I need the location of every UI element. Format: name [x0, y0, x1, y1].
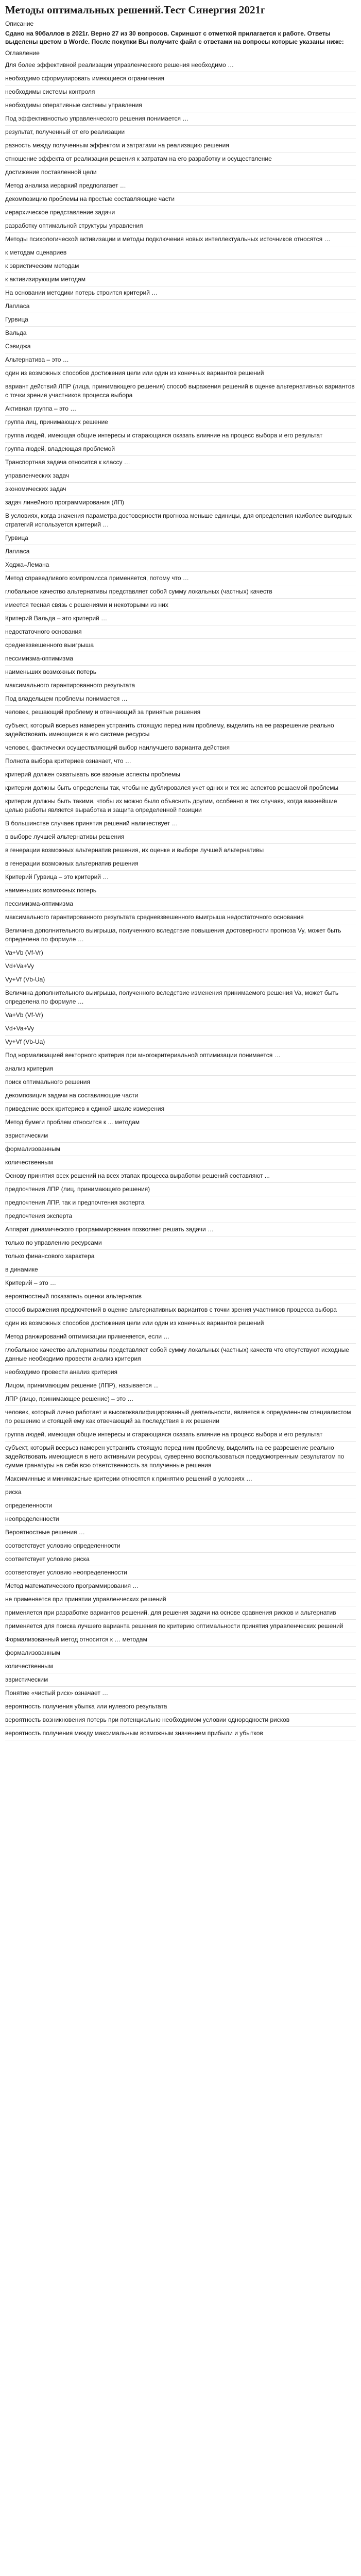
list-item-text: Величина дополнительного выигрыша, полученного вследствие изменения принимаемого решения Va, может быть определена по формуле … — [5, 989, 339, 1005]
list-item — [5, 193, 356, 206]
list-item — [5, 1022, 356, 1036]
list-item-text: предпочтения ЛПР (лиц, принимающего решения) — [5, 1185, 150, 1193]
list-item — [5, 1513, 356, 1526]
list-item — [5, 273, 356, 286]
list-item — [5, 1344, 356, 1366]
list-item — [5, 1129, 356, 1143]
list-item — [5, 353, 356, 367]
list-item — [5, 1196, 356, 1210]
list-item — [5, 469, 356, 483]
list-item — [5, 897, 356, 911]
list-item — [5, 1606, 356, 1620]
list-item — [5, 1472, 356, 1486]
contents-label: Оглавление — [5, 49, 40, 57]
list-item-text: субъект, который всерьез намерен устранить стоящую перед ним проблему, выделить на ее разрешение реально задействовать имеющиеся в его системе ресурсы — [5, 722, 334, 738]
list-item-text: Под владельцем проблемы понимается … — [5, 695, 128, 702]
list-item-text: Метод бумеги проблем относится к ... методам — [5, 1118, 140, 1126]
list-item-text: Метод ранжирований оптимизации применяется, если … — [5, 1333, 170, 1340]
list-item — [5, 1379, 356, 1393]
list-item — [5, 987, 356, 1009]
list-item — [5, 973, 356, 987]
list-item-text: наименьших возможных потерь — [5, 668, 97, 675]
list-item-text: группа людей, имеющая общие интересы и старающаяся оказать влияние на процесс выбора и его результат — [5, 432, 323, 439]
list-item — [5, 1156, 356, 1170]
list-item-text: субъект, который всерьез намерен устранить стоящую перед ним проблему, выделить на ее разрешение реально задействовать имеющиеся в него активными ресурсы, суверенно воспользоваться предусмотренным результатом по сумме гранатуры на себя всю ответственность за полученные решения — [5, 1444, 345, 1469]
list-item — [5, 402, 356, 416]
list-item-text: человек, фактически осуществляющий выбор наилучшего варианта действия — [5, 744, 230, 751]
list-item-text: Величина дополнительного выигрыша, полученного вследствие повышения достоверности прогноза Vy, может быть определена по формуле … — [5, 927, 341, 943]
list-item — [5, 1049, 356, 1062]
list-item-text: Максиминные и минимаксные критерии относятся к принятию решений в условиях … — [5, 1475, 253, 1482]
list-item — [5, 1210, 356, 1223]
list-item-text: к эвристическим методам — [5, 262, 79, 269]
list-item — [5, 1076, 356, 1089]
list-item-text: критерий должен охватывать все важные аспекты проблемы — [5, 771, 181, 778]
list-item — [5, 1442, 356, 1472]
list-item — [5, 313, 356, 327]
list-item — [5, 1250, 356, 1263]
list-item — [5, 1673, 356, 1687]
list-item-text: необходимо провести анализ критерия — [5, 1368, 118, 1376]
list-item-text: В большинстве случаев принятия решений наличествует … — [5, 820, 178, 827]
list-item-text: поиск оптимального решения — [5, 1078, 90, 1086]
list-item-text: экономических задач — [5, 485, 66, 493]
list-item — [5, 884, 356, 897]
list-item — [5, 545, 356, 558]
list-item-text: декомпозиция задачи на составляющие части — [5, 1092, 139, 1099]
list-item — [5, 1486, 356, 1499]
list-item — [5, 1687, 356, 1700]
list-item-text: Гурвица — [5, 534, 28, 541]
list-item — [5, 416, 356, 429]
list-item-text: Vd+Va+Vy — [5, 1025, 35, 1032]
list-item — [5, 286, 356, 300]
list-item-text: к методам сценариев — [5, 249, 67, 256]
list-item — [5, 1089, 356, 1103]
list-item-text: необходимы системы контроля — [5, 88, 95, 95]
list-item-text: Vy+Vf (Vb-Ua) — [5, 976, 45, 983]
list-item-text: максимального гарантированного результата средневзвешенного выигрыша недостаточного основания — [5, 913, 304, 921]
list-item-text: Методы психологической активизации и методы подключения новых интеллектуальных источников относятся … — [5, 235, 331, 243]
list-item — [5, 152, 356, 166]
list-item-text: в выборе лучшей альтернативы решения — [5, 833, 125, 840]
list-item — [5, 483, 356, 496]
list-item-text: человек, решающий проблему и отвечающий за принятые решения — [5, 708, 201, 716]
list-item — [5, 844, 356, 857]
list-item — [5, 741, 356, 755]
list-item-text: применяется для поиска лучшего варианта решения по критерию оптимальности принятия управленческих решений — [5, 1622, 343, 1630]
list-item — [5, 112, 356, 126]
list-item-text: максимального гарантированного результата — [5, 682, 135, 689]
list-item — [5, 59, 356, 72]
list-item-text: неопределенности — [5, 1515, 59, 1522]
list-item-text: Лапласа — [5, 302, 30, 310]
list-item-text: средневзвешенного выигрыша — [5, 641, 94, 649]
list-item-text: Под нормализацией векторного критерия при многокритериальной оптимизации понимается … — [5, 1052, 281, 1059]
list-item — [5, 1660, 356, 1673]
list-item — [5, 1620, 356, 1633]
list-item-text: Критерий – это … — [5, 1279, 57, 1286]
list-item-text: Лапласа — [5, 548, 30, 555]
list-item — [5, 1714, 356, 1727]
list-item-text: только финансового характера — [5, 1252, 95, 1260]
list-item-text: пессимизма-оптимизма — [5, 900, 73, 907]
list-item — [5, 1223, 356, 1236]
list-item-text: группа лиц, принимающих решение — [5, 418, 108, 426]
list-item — [5, 1303, 356, 1317]
list-item-text: количественным — [5, 1663, 53, 1670]
list-item — [5, 692, 356, 706]
list-item-text: Альтернатива – это … — [5, 356, 69, 363]
list-item — [5, 510, 356, 532]
list-item — [5, 1428, 356, 1442]
list-item — [5, 857, 356, 871]
list-item — [5, 1277, 356, 1290]
list-item — [5, 1566, 356, 1580]
list-item-text: декомпозицию проблемы на простые составляющие части — [5, 195, 175, 202]
intro-text: Сдано на 90баллов в 2021г. Верно 27 из 30 вопросов. Скриншот с отметкой прилагается к работе. Ответы выделены цветом в Worde. После покупки Вы получите файл с ответами на вопросы которые указаны ниже: — [5, 30, 344, 45]
list-item — [5, 1062, 356, 1076]
list-item — [5, 666, 356, 679]
list-item — [5, 719, 356, 741]
list-item — [5, 139, 356, 152]
list-item-text: соответствует условию риска — [5, 1555, 90, 1563]
list-item-text: Метод анализа иерархий предполагает … — [5, 182, 126, 189]
list-item — [5, 558, 356, 572]
list-item — [5, 206, 356, 219]
list-item — [5, 1406, 356, 1428]
list-item — [5, 625, 356, 639]
list-item-text: Формализованный метод относится к … методам — [5, 1636, 147, 1643]
list-item-text: Vd+Va+Vy — [5, 962, 35, 970]
list-item — [5, 871, 356, 884]
list-item-text: пессимизма-оптимизма — [5, 655, 73, 662]
list-item — [5, 612, 356, 625]
list-item-text: наименьших возможных потерь — [5, 887, 97, 894]
list-item-text: Основу принятия всех решений на всех этапах процесса выработки решений составляют ... — [5, 1172, 270, 1179]
list-item-text: группа людей, имеющая общие интересы и старающаяся оказать влияние на процесс выбора и его результат — [5, 1431, 323, 1438]
list-item — [5, 532, 356, 545]
list-item — [5, 1143, 356, 1156]
list-item-text: На основании методики потерь строится критерий … — [5, 289, 158, 296]
list-item-text: иерархическое представление задачи — [5, 209, 115, 216]
list-item-text: Для более эффективной реализации управленческого решения необходимо … — [5, 61, 234, 69]
list-item-text: предпочтения эксперта — [5, 1212, 73, 1219]
list-item-text: необходимо сформулировать имеющиеся ограничения — [5, 75, 165, 82]
list-item-text: в генерации возможных альтернатив решения, их оценке и выборе лучшей альтернативы — [5, 846, 264, 854]
list-item — [5, 456, 356, 469]
list-item-text: критерии должны быть такими, чтобы их можно было объяснить другим, особенно в тех случаях, когда важнейшие целью работы является выработка и защита определенной позиции — [5, 798, 337, 814]
list-item — [5, 1499, 356, 1513]
list-item-text: недостаточного основания — [5, 628, 82, 635]
list-item-text: вероятностный показатель оценки альтернатив — [5, 1293, 142, 1300]
list-item-text: Транспортная задача относится к классу … — [5, 459, 130, 466]
list-item-text: вероятность получения убытка или нулевого результата — [5, 1703, 167, 1710]
list-item — [5, 768, 356, 782]
list-item-text: применяется при разработке вариантов решений, для решения задачи на основе сравнения рисков и альтернатив — [5, 1609, 336, 1616]
list-item — [5, 1103, 356, 1116]
list-item-text: Vy+Vf (Vb-Ua) — [5, 1038, 45, 1045]
list-item — [5, 1700, 356, 1714]
list-item-text: Va+Vb (Vf-Vr) — [5, 1011, 43, 1019]
list-item-text: в генерации возможных альтернатив решения — [5, 860, 139, 867]
list-item — [5, 99, 356, 112]
list-item-text: эвристическим — [5, 1676, 48, 1683]
list-item — [5, 1593, 356, 1606]
list-item-text: способ выражения предпочтений в оценке альтернативных вариантов с точки зрения участников процесса выбора — [5, 1306, 337, 1313]
list-item-text: соответствует условию определенности — [5, 1542, 121, 1549]
list-item — [5, 1727, 356, 1740]
list-item-text: критерии должны быть определены так, чтобы не дублировался учет одних и тех же аспектов решаемой проблемы — [5, 784, 339, 791]
list-item — [5, 166, 356, 179]
list-item — [5, 1290, 356, 1303]
question-list — [5, 59, 356, 1740]
list-item — [5, 367, 356, 380]
list-item-text: Понятие «чистый риск» означает … — [5, 1689, 109, 1697]
list-item — [5, 86, 356, 99]
list-item-text: управленческих задач — [5, 472, 70, 479]
list-item — [5, 126, 356, 139]
list-item — [5, 652, 356, 666]
list-item — [5, 300, 356, 313]
list-item — [5, 72, 356, 86]
list-item-text: вероятность получения между максимальным возможным значением прибыли и убытков — [5, 1730, 263, 1737]
list-item — [5, 795, 356, 817]
list-item-text: разработку оптимальной структуры управления — [5, 222, 143, 229]
list-item — [5, 219, 356, 233]
list-item-text: только по управлению ресурсами — [5, 1239, 102, 1246]
list-item-text: Вероятностные решения … — [5, 1529, 85, 1536]
list-item-text: предпочтения ЛПР, так и предпочтения эксперта — [5, 1199, 145, 1206]
list-item-text: один из возможных способов достижения цели или один из конечных вариантов решений — [5, 1319, 264, 1327]
list-item-text: Лицом, принимающим решение (ЛПР), называется ... — [5, 1382, 159, 1389]
list-item-text: Аппарат динамического программирования позволяет решать задачи … — [5, 1226, 214, 1233]
list-item-text: Метод математического программирования … — [5, 1582, 139, 1589]
list-item — [5, 1116, 356, 1129]
list-item-text: отношение эффекта от реализации решения к затратам на его разработку и осуществление — [5, 155, 272, 162]
list-item — [5, 1539, 356, 1553]
list-item-text: глобальное качество альтернативы представляет собой сумму локальных (частных) качеств что отсутствуют исходные данные необходимо провести анализ критерия — [5, 1346, 349, 1362]
list-item — [5, 380, 356, 402]
list-item-text: Под эффективностью управленческого решения понимается … — [5, 115, 189, 122]
list-item-text: Полнота выбора критериев означает, что … — [5, 757, 131, 765]
list-item — [5, 1330, 356, 1344]
list-item — [5, 1009, 356, 1022]
list-item — [5, 1263, 356, 1277]
list-item-text: разность между полученным эффектом и затратами на реализацию решения — [5, 142, 229, 149]
list-item-text: ЛПР (лицо, принимающее решение) – это … — [5, 1395, 134, 1402]
list-item — [5, 1633, 356, 1647]
list-item-text: имеется тесная связь с решениями и некоторыми из них — [5, 601, 168, 608]
list-item-text: анализ критерия — [5, 1065, 54, 1072]
list-item — [5, 1553, 356, 1566]
list-item-text: Va+Vb (Vf-Vr) — [5, 949, 43, 956]
list-item — [5, 599, 356, 612]
list-item — [5, 327, 356, 340]
list-item-text: приведение всех критериев к единой шкале измерения — [5, 1105, 165, 1112]
list-item — [5, 755, 356, 768]
list-item — [5, 1366, 356, 1379]
list-item-text: определенности — [5, 1502, 53, 1509]
list-item — [5, 246, 356, 260]
list-item — [5, 585, 356, 599]
list-item — [5, 179, 356, 193]
description-label: Описание — [5, 20, 34, 27]
list-item — [5, 1526, 356, 1539]
list-item-text: В условиях, когда значения параметра достоверности прогноза меньше единицы, для определения наиболее выгодных стратегий используется критерий … — [5, 512, 352, 528]
list-item — [5, 1393, 356, 1406]
list-item — [5, 340, 356, 353]
list-item — [5, 1183, 356, 1196]
list-item-text: группа людей, владеющая проблемой — [5, 445, 115, 452]
list-item — [5, 960, 356, 973]
list-item-text: риска — [5, 1488, 22, 1496]
list-item-text: вариант действий ЛПР (лица, принимающего решения) способ выражения решений в оценке альтернативных вариантов с точки зрения участников процесса выбора — [5, 383, 355, 399]
list-item-text: в динамике — [5, 1266, 38, 1273]
list-item — [5, 1036, 356, 1049]
list-item — [5, 429, 356, 443]
list-item — [5, 1647, 356, 1660]
list-item — [5, 706, 356, 719]
list-item-text: Сэвиджа — [5, 343, 31, 350]
list-item-text: необходимы оперативные системы управления — [5, 101, 142, 109]
list-item-text: Активная группа – это … — [5, 405, 77, 412]
list-item-text: Гурвица — [5, 316, 28, 323]
list-item-text: задач линейного программирования (ЛП) — [5, 499, 124, 506]
list-item-text: к активизирующим методам — [5, 276, 86, 283]
list-item — [5, 639, 356, 652]
list-item — [5, 911, 356, 924]
list-item — [5, 946, 356, 960]
list-item — [5, 572, 356, 585]
list-item — [5, 443, 356, 456]
list-item-text: Критерий Гурвица – это критерий … — [5, 873, 109, 880]
list-item — [5, 817, 356, 831]
list-item — [5, 1317, 356, 1330]
list-item-text: количественным — [5, 1159, 53, 1166]
list-item — [5, 496, 356, 510]
list-item-text: Критерий Вальда – это критерий … — [5, 615, 108, 622]
list-item-text: человек, который лично работает и высококвалифицированный деятельности, является в определенном специалистом по решению и стоящей ему как отвечающий за последствия в их решении — [5, 1409, 351, 1425]
list-item — [5, 924, 356, 946]
list-item-text: Вальда — [5, 329, 27, 336]
page-title: Методы оптимальных решений.Тест Синергия 2021г — [5, 4, 266, 16]
list-item-text: вероятность возникновения потерь при потенциально необходимом условии однородности рисков — [5, 1716, 290, 1723]
list-item-text: эвристическим — [5, 1132, 48, 1139]
list-item-text: глобальное качество альтернативы представляет собой сумму локальных (частных) качеств — [5, 588, 272, 595]
list-item-text: формализованным — [5, 1145, 60, 1153]
list-item-text: достижение поставленной цели — [5, 168, 97, 176]
list-item-text: результат, полученный от его реализации — [5, 128, 125, 135]
list-item-text: формализованным — [5, 1649, 60, 1656]
list-item — [5, 260, 356, 273]
list-item — [5, 233, 356, 246]
list-item — [5, 679, 356, 692]
list-item-text: Метод справедливого компромисса применяется, потому что … — [5, 574, 189, 582]
list-item — [5, 1170, 356, 1183]
list-item-text: Ходжа–Лемана — [5, 561, 49, 568]
list-item — [5, 831, 356, 844]
list-item — [5, 782, 356, 795]
list-item-text: соответствует условию неопределенности — [5, 1569, 127, 1576]
list-item — [5, 1580, 356, 1593]
list-item-text: один из возможных способов достижения цели или один из конечных вариантов решений — [5, 369, 264, 377]
list-item-text: не применяется при принятии управленческих решений — [5, 1596, 166, 1603]
list-item — [5, 1236, 356, 1250]
